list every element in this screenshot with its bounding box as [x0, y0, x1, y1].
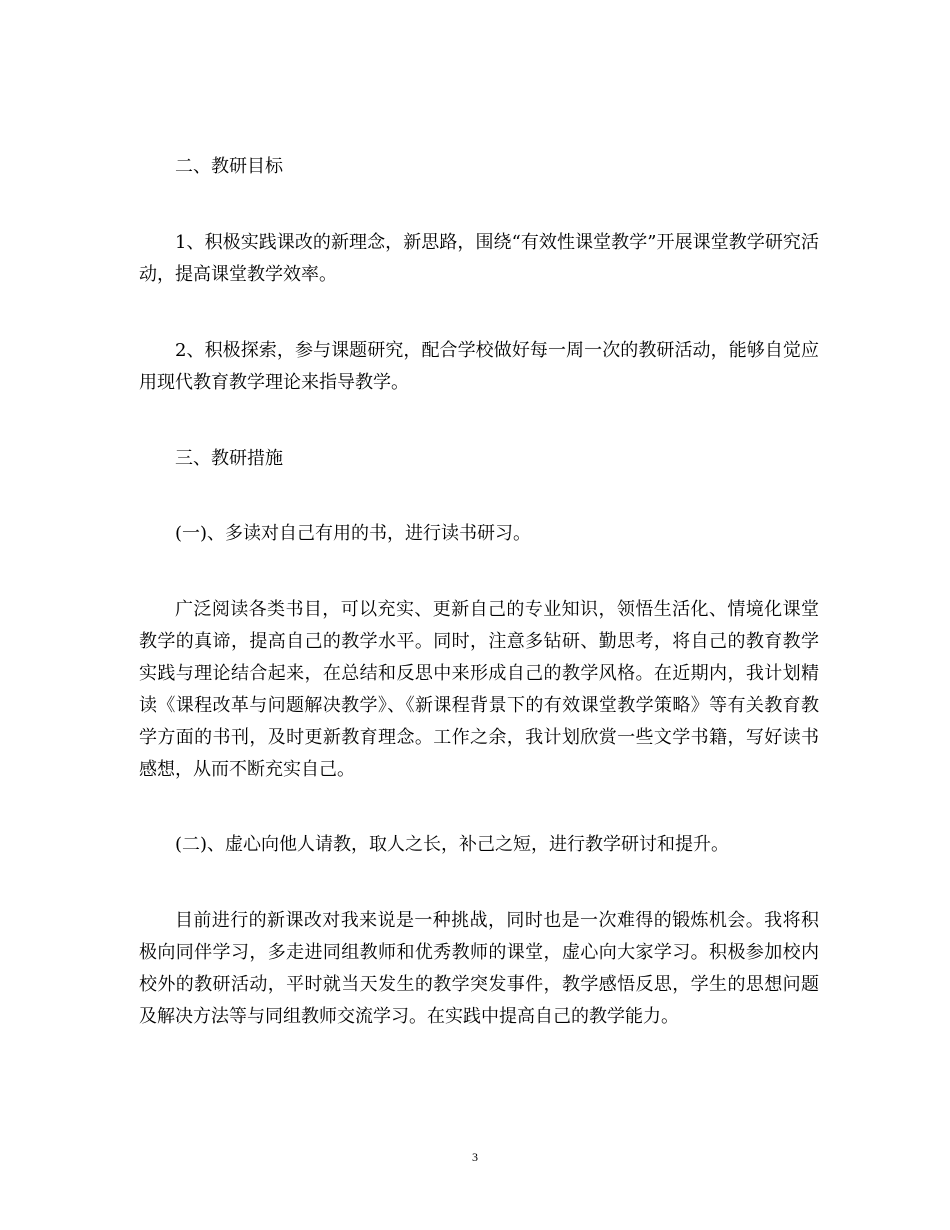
page-number: 3	[472, 1150, 478, 1164]
measure-paragraph-1: 广泛阅读各类书目，可以充实、更新自己的专业知识，领悟生活化、情境化课堂教学的真谛，提高自己的教学水平。同时，注意多钻研、勤思考，将自己的教育教学实践与理论结合起来，在总结和反思中来形成自己的教学风格。在近期内，我计划精读《课程改革与问题解决教学》、《新课程背景下的有效课堂教学策略》等有关教育教学方面的书刊，及时更新教育理念。工作之余，我计划欣赏一些文学书籍，写好读书感想，从而不断充实自己。	[139, 599, 819, 780]
measure-paragraph-2: 目前进行的新课改对我来说是一种挑战，同时也是一次难得的锻炼机会。我将积极向同伴学习，多走进同组教师和优秀教师的课堂，虚心向大家学习。积极参加校内校外的教研活动，平时就当天发生的教学突发事件，教学感悟反思，学生的思想问题及解决方法等与同组教师交流学习。在实践中提高自己的教学能力。	[139, 910, 819, 1027]
section-heading-goals: 二、教研目标	[175, 156, 283, 177]
measure-subheading-2: (二)、虚心向他人请教，取人之长，补己之短，进行教学研讨和提升。	[175, 834, 730, 855]
goal-item-1: 1、积极实践课改的新理念，新思路，围绕“有效性课堂教学”开展课堂教学研究活动，提高课堂教学效率。	[139, 232, 819, 285]
measure-subheading-1: (一)、多读对自己有用的书，进行读书研习。	[175, 523, 532, 544]
goal-item-2: 2、积极探索，参与课题研究，配合学校做好每一周一次的教研活动，能够自觉应用现代教育教学理论来指导教学。	[139, 340, 819, 393]
section-heading-measures: 三、教研措施	[175, 448, 283, 469]
